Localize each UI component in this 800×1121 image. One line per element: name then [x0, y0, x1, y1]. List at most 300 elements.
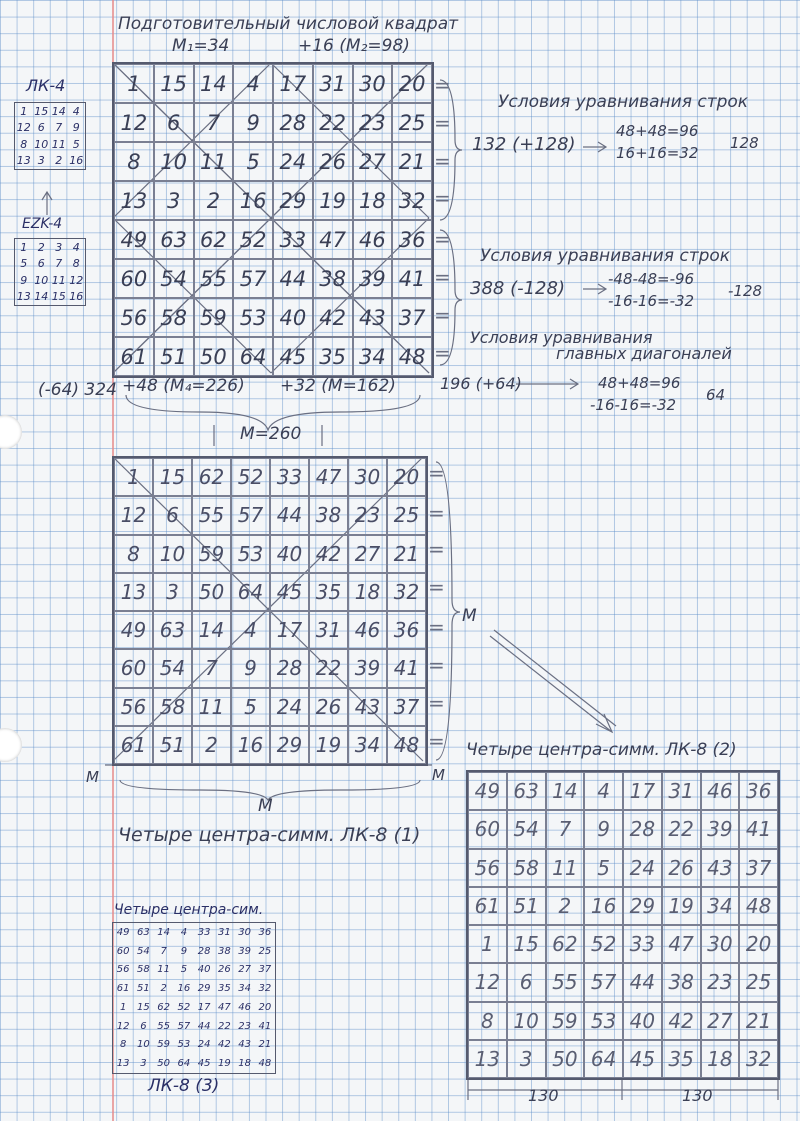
small-square-title: Четыре центра-сим.: [114, 902, 264, 918]
grid-cell: 27: [353, 142, 393, 181]
grid-cell: 64: [231, 573, 270, 611]
grid-cell: 53: [584, 1002, 623, 1040]
grid-cell: 16: [584, 887, 623, 925]
grid-cell: 61: [114, 337, 154, 376]
grid-cell: 60: [114, 649, 153, 687]
grid-cell: 31: [218, 926, 231, 938]
grid-cell: 25: [392, 103, 432, 142]
grid-cell: 1: [20, 104, 28, 118]
diag-cond-line1: 48+48=96: [598, 374, 681, 392]
grid-cell: 51: [153, 726, 192, 764]
grid-cell: 18: [238, 1058, 251, 1070]
grid-cell: 22: [218, 1020, 231, 1032]
grid-cell: 27: [238, 964, 251, 976]
grid-cell: 63: [154, 220, 194, 259]
grid-cell: 22: [309, 649, 348, 687]
grid-cell: 39: [353, 259, 393, 298]
grid-cell: 42: [218, 1039, 231, 1051]
grid-cell: 13: [16, 290, 31, 304]
grid-cell: 3: [37, 154, 45, 168]
grid-cell: 17: [623, 772, 662, 810]
grid-cell: 22: [662, 810, 701, 848]
m-side-label: M: [462, 606, 477, 626]
grid-cell: 53: [231, 535, 270, 573]
grid-cell: 25: [258, 945, 272, 957]
grid-cell: 22: [313, 103, 353, 142]
grid-cell: 13: [468, 1040, 507, 1078]
grid-cell: 1: [114, 458, 153, 496]
svg-text:=: =: [428, 501, 445, 525]
row-cond-1-title: Условия уравнивания строк: [498, 92, 749, 112]
grid-cell: 2: [194, 181, 234, 220]
grid-cell: 19: [218, 1058, 231, 1070]
grid-cell: 61: [468, 887, 507, 925]
grid-cell: 14: [192, 611, 231, 649]
grid-cell: 64: [177, 1058, 191, 1070]
grid-cell: 23: [353, 103, 393, 142]
grid-cell: 45: [273, 337, 313, 376]
svg-text:=: =: [434, 303, 451, 327]
grid-cell: 12: [116, 1020, 130, 1032]
row-cond-2-title: Условия уравнивания строк: [480, 246, 731, 266]
grid-cell: 6: [153, 496, 192, 534]
grid-cell: 46: [348, 611, 387, 649]
grid-cell: 5: [233, 142, 273, 181]
grid-cell: 7: [160, 945, 167, 957]
grid-cell: 10: [34, 273, 49, 287]
svg-text:=: =: [428, 537, 445, 561]
grid-cell: 6: [140, 1020, 147, 1032]
grid-cell: 36: [258, 926, 272, 938]
grid-cell: 7: [194, 103, 234, 142]
grid-cell: 56: [468, 849, 507, 887]
grid-cell: 62: [194, 220, 234, 259]
page-title: Подготовительный числовой квадрат: [118, 14, 459, 34]
ezk4-label: EZK-4: [22, 216, 63, 232]
grid-cell: 3: [154, 181, 194, 220]
grid-cell: 24: [270, 688, 309, 726]
span-label-2: 130: [682, 1086, 713, 1105]
grid-cell: 57: [584, 963, 623, 1001]
grid-cell: 50: [192, 573, 231, 611]
grid-cell: 34: [348, 726, 387, 764]
grid-cell: 34: [353, 337, 393, 376]
grid-cell: 48: [739, 887, 778, 925]
grid-cell: 33: [197, 926, 211, 938]
lk4-label: ЛК-4: [26, 76, 66, 95]
grid-cell: 29: [273, 181, 313, 220]
caption-lk8-2: Четыре центра-симм. ЛК-8 (2): [466, 740, 737, 760]
grid-cell: 45: [270, 573, 309, 611]
grid-cell: 14: [194, 64, 234, 103]
svg-text:=: =: [434, 73, 451, 97]
span-label-1: 130: [528, 1086, 559, 1105]
grid-cell: 43: [353, 298, 393, 337]
grid-cell: 50: [546, 1040, 585, 1078]
grid-cell: 62: [192, 458, 231, 496]
diag-cond-line2: -16-16=-32: [590, 396, 677, 414]
grid-cell: 36: [739, 772, 778, 810]
grid-cell: 20: [392, 64, 432, 103]
grid-cell: 24: [623, 849, 662, 887]
grid-cell: 5: [180, 964, 188, 976]
grid-cell: 56: [116, 964, 130, 976]
grid-cell: 41: [392, 259, 432, 298]
grid-cell: 50: [194, 337, 234, 376]
grid-cell: 16: [231, 726, 270, 764]
grid-cell: 15: [137, 1001, 150, 1013]
grid-cell: 26: [662, 849, 701, 887]
row-cond-2-lhs: 388 (-128): [470, 278, 565, 299]
grid-cell: 49: [114, 220, 154, 259]
grid-cell: 41: [387, 649, 426, 687]
grid-cell: 52: [584, 925, 623, 963]
grid-cell: 59: [194, 298, 234, 337]
grid-cell: 43: [238, 1039, 251, 1051]
grid-cell: 8: [72, 257, 80, 271]
grid-cell: 33: [623, 925, 662, 963]
grid-cell: 29: [270, 726, 309, 764]
caption-lk8-1: Четыре центра-симм. ЛК-8 (1): [118, 824, 421, 846]
grid-cell: 1: [119, 1001, 127, 1013]
grid-cell: 47: [313, 220, 353, 259]
grid-cell: 31: [313, 64, 353, 103]
grid-cell: 27: [348, 535, 387, 573]
grid-cell: 48: [392, 337, 432, 376]
grid-cell: 19: [313, 181, 353, 220]
grid-cell: 28: [623, 810, 662, 848]
grid-cell: 36: [387, 611, 426, 649]
grid-cell: 14: [34, 290, 49, 304]
grid-cell: 38: [662, 963, 701, 1001]
grid-cell: 59: [157, 1039, 170, 1051]
grid-cell: 52: [177, 1001, 191, 1013]
grid-cell: 51: [154, 337, 194, 376]
grid-cell: 19: [662, 887, 701, 925]
svg-text:=: =: [428, 615, 445, 639]
grid-cell: 9: [233, 103, 273, 142]
grid-cell: 55: [194, 259, 234, 298]
grid-cell: 30: [238, 926, 251, 938]
grid-cell: 13: [116, 1058, 130, 1070]
grid-cell: 58: [137, 964, 150, 976]
grid-cell: 32: [258, 983, 272, 995]
svg-text:=: =: [428, 729, 445, 753]
svg-text:=: =: [434, 149, 451, 173]
grid-cell: 29: [197, 983, 211, 995]
grid-cell: 58: [507, 849, 546, 887]
grid-cell: 42: [662, 1002, 701, 1040]
grid-cell: 10: [137, 1039, 150, 1051]
ezk4-square: [14, 238, 86, 306]
row-cond-1-sum: 128: [730, 134, 759, 152]
grid-cell: 31: [662, 772, 701, 810]
grid-cell: 56: [114, 688, 153, 726]
grid-cell: 20: [258, 1001, 272, 1013]
grid-cell: 30: [348, 458, 387, 496]
grid-cell: 5: [231, 688, 270, 726]
grid-cell: 28: [273, 103, 313, 142]
m1-label: M₁=34: [172, 36, 230, 56]
grid-cell: 23: [238, 1020, 251, 1032]
svg-text:=: =: [428, 461, 445, 485]
grid-cell: 14: [157, 926, 170, 938]
grid-cell: 11: [546, 849, 585, 887]
grid-cell: 5: [584, 849, 623, 887]
grid-cell: 4: [233, 64, 273, 103]
grid-cell: 46: [238, 1001, 251, 1013]
grid-cell: 26: [313, 142, 353, 181]
grid-cell: 49: [116, 926, 130, 938]
grid-cell: 60: [468, 810, 507, 848]
grid-cell: 43: [701, 849, 740, 887]
svg-text:=: =: [434, 227, 451, 251]
grid-cell: 25: [739, 963, 778, 1001]
grid-cell: 5: [72, 137, 80, 151]
grid-cell: 30: [701, 925, 740, 963]
grid-cell: 26: [218, 964, 231, 976]
grid-cell: 34: [701, 887, 740, 925]
grid-cell: 12: [114, 103, 154, 142]
result-square-1: [112, 456, 428, 766]
grid-cell: 3: [153, 573, 192, 611]
grid-cell: 51: [507, 887, 546, 925]
grid-cell: 7: [546, 810, 585, 848]
grid-cell: 17: [197, 1001, 211, 1013]
grid-cell: 2: [546, 887, 585, 925]
grid-cell: 39: [701, 810, 740, 848]
m-corner-left: M: [86, 768, 99, 786]
svg-text:=: =: [434, 111, 451, 135]
grid-cell: 11: [157, 964, 170, 976]
grid-cell: 16: [69, 154, 84, 168]
grid-cell: 6: [154, 103, 194, 142]
m2-label: +16 (M₂=98): [298, 36, 410, 56]
grid-cell: 61: [114, 726, 153, 764]
grid-cell: 28: [270, 649, 309, 687]
grid-cell: 7: [55, 121, 63, 135]
grid-cell: 47: [662, 925, 701, 963]
grid-cell: 45: [197, 1058, 211, 1070]
grid-cell: 16: [69, 290, 84, 304]
grid-cell: 54: [153, 649, 192, 687]
grid-cell: 53: [177, 1039, 191, 1051]
grid-cell: 24: [273, 142, 313, 181]
grid-cell: 12: [114, 496, 153, 534]
grid-cell: 4: [72, 104, 80, 118]
grid-cell: 39: [238, 945, 251, 957]
grid-cell: 41: [258, 1020, 272, 1032]
grid-cell: 64: [233, 337, 273, 376]
grid-cell: 33: [270, 458, 309, 496]
grid-cell: 32: [392, 181, 432, 220]
grid-cell: 47: [309, 458, 348, 496]
grid-cell: 11: [51, 137, 66, 151]
grid-cell: 35: [313, 337, 353, 376]
grid-cell: 11: [192, 688, 231, 726]
grid-cell: 29: [623, 887, 662, 925]
grid-cell: 44: [273, 259, 313, 298]
grid-cell: 55: [157, 1020, 170, 1032]
grid-cell: 58: [153, 688, 192, 726]
grid-cell: 30: [353, 64, 393, 103]
grid-cell: 40: [273, 298, 313, 337]
preparatory-square: [112, 62, 434, 378]
m-corner-right: M: [432, 766, 445, 784]
grid-cell: 2: [37, 240, 45, 254]
grid-cell: 7: [192, 649, 231, 687]
m4-label: +48 (M₄=226): [122, 376, 245, 396]
grid-cell: 37: [392, 298, 432, 337]
grid-cell: 61: [116, 983, 130, 995]
grid-cell: 62: [157, 1001, 170, 1013]
grid-cell: 1: [468, 925, 507, 963]
grid-cell: 8: [114, 142, 154, 181]
grid-cell: 21: [739, 1002, 778, 1040]
grid-cell: 32: [739, 1040, 778, 1078]
grid-cell: 12: [69, 273, 84, 287]
grid-cell: 16: [177, 983, 191, 995]
grid-cell: 24: [197, 1039, 211, 1051]
grid-cell: 8: [468, 1002, 507, 1040]
grid-cell: 34: [238, 983, 251, 995]
grid-cell: 17: [273, 64, 313, 103]
grid-cell: 43: [348, 688, 387, 726]
grid-cell: 13: [114, 181, 154, 220]
grid-cell: 45: [623, 1040, 662, 1078]
grid-cell: 8: [114, 535, 153, 573]
grid-cell: 37: [387, 688, 426, 726]
grid-cell: 47: [218, 1001, 231, 1013]
grid-cell: 54: [137, 945, 150, 957]
row-cond-1-line1: 48+48=96: [616, 122, 699, 140]
grid-cell: 2: [192, 726, 231, 764]
diag-cond-lhs: 196 (+64): [440, 374, 522, 393]
grid-cell: 18: [701, 1040, 740, 1078]
grid-cell: 20: [739, 925, 778, 963]
grid-cell: 16: [233, 181, 273, 220]
grid-cell: 44: [197, 1020, 211, 1032]
row-cond-1-lhs: 132 (+128): [472, 134, 576, 155]
grid-cell: 21: [387, 535, 426, 573]
grid-cell: 10: [154, 142, 194, 181]
grid-cell: 19: [309, 726, 348, 764]
grid-cell: 2: [160, 983, 167, 995]
grid-cell: 57: [177, 1020, 191, 1032]
grid-cell: 15: [507, 925, 546, 963]
grid-cell: 44: [270, 496, 309, 534]
grid-cell: 21: [392, 142, 432, 181]
caption-lk8-3: ЛК-8 (3): [148, 1076, 220, 1096]
lk4-square: [14, 102, 86, 170]
grid-cell: 40: [270, 535, 309, 573]
svg-text:=: =: [434, 186, 451, 210]
row-cond-2-sum: -128: [728, 282, 763, 300]
grid-cell: 6: [37, 257, 45, 271]
grid-cell: 60: [114, 259, 154, 298]
grid-cell: 32: [387, 573, 426, 611]
grid-cell: 35: [662, 1040, 701, 1078]
grid-cell: 10: [34, 137, 49, 151]
grid-cell: 37: [258, 964, 272, 976]
grid-cell: 10: [507, 1002, 546, 1040]
grid-cell: 13: [114, 573, 153, 611]
grid-cell: 39: [348, 649, 387, 687]
grid-cell: 49: [114, 611, 153, 649]
grid-cell: 57: [233, 259, 273, 298]
row-cond-1-line2: 16+16=32: [616, 144, 699, 162]
diag-cond-sum: 64: [706, 386, 726, 404]
grid-cell: 49: [468, 772, 507, 810]
grid-cell: 23: [701, 963, 740, 1001]
grid-cell: 14: [51, 104, 66, 118]
grid-cell: 40: [197, 964, 211, 976]
grid-cell: 40: [623, 1002, 662, 1040]
row-cond-2-line1: -48-48=-96: [608, 270, 695, 288]
grid-cell: 59: [546, 1002, 585, 1040]
grid-cell: 28: [197, 945, 211, 957]
grid-cell: 57: [231, 496, 270, 534]
svg-text:=: =: [434, 265, 451, 289]
grid-cell: 4: [72, 240, 80, 254]
grid-cell: 63: [507, 772, 546, 810]
grid-cell: 15: [34, 104, 49, 118]
grid-cell: 11: [51, 273, 66, 287]
grid-cell: 56: [114, 298, 154, 337]
grid-cell: 62: [546, 925, 585, 963]
svg-text:=: =: [428, 653, 445, 677]
grid-cell: 15: [153, 458, 192, 496]
grid-cell: 55: [546, 963, 585, 1001]
grid-cell: 35: [309, 573, 348, 611]
grid-cell: 6: [507, 963, 546, 1001]
magic-constant: M=260: [240, 424, 302, 444]
grid-cell: 8: [20, 137, 28, 151]
grid-cell: 4: [180, 926, 188, 938]
grid-cell: 1: [20, 240, 28, 254]
grid-cell: 38: [309, 496, 348, 534]
grid-cell: 54: [507, 810, 546, 848]
grid-cell: 54: [154, 259, 194, 298]
grid-cell: 3: [55, 240, 63, 254]
grid-cell: 27: [701, 1002, 740, 1040]
grid-cell: 13: [16, 154, 31, 168]
result-square-3: [112, 922, 276, 1074]
grid-cell: 44: [623, 963, 662, 1001]
grid-cell: 10: [153, 535, 192, 573]
grid-cell: 38: [313, 259, 353, 298]
grid-cell: 17: [270, 611, 309, 649]
grid-cell: 64: [584, 1040, 623, 1078]
grid-cell: 35: [218, 983, 231, 995]
grid-cell: 53: [233, 298, 273, 337]
grid-cell: 2: [55, 154, 63, 168]
grid-cell: 9: [20, 273, 28, 287]
grid-cell: 11: [194, 142, 234, 181]
grid-cell: 52: [233, 220, 273, 259]
grid-cell: 60: [116, 945, 130, 957]
grid-cell: 59: [192, 535, 231, 573]
grid-cell: 9: [72, 121, 80, 135]
grid-cell: 55: [192, 496, 231, 534]
grid-cell: 5: [20, 257, 28, 271]
bottom-left-sum: (-64) 324: [38, 380, 117, 400]
grid-cell: 51: [137, 983, 150, 995]
grid-cell: 25: [387, 496, 426, 534]
grid-cell: 33: [273, 220, 313, 259]
m-label: +32 (M=162): [280, 376, 396, 396]
grid-cell: 48: [258, 1058, 272, 1070]
